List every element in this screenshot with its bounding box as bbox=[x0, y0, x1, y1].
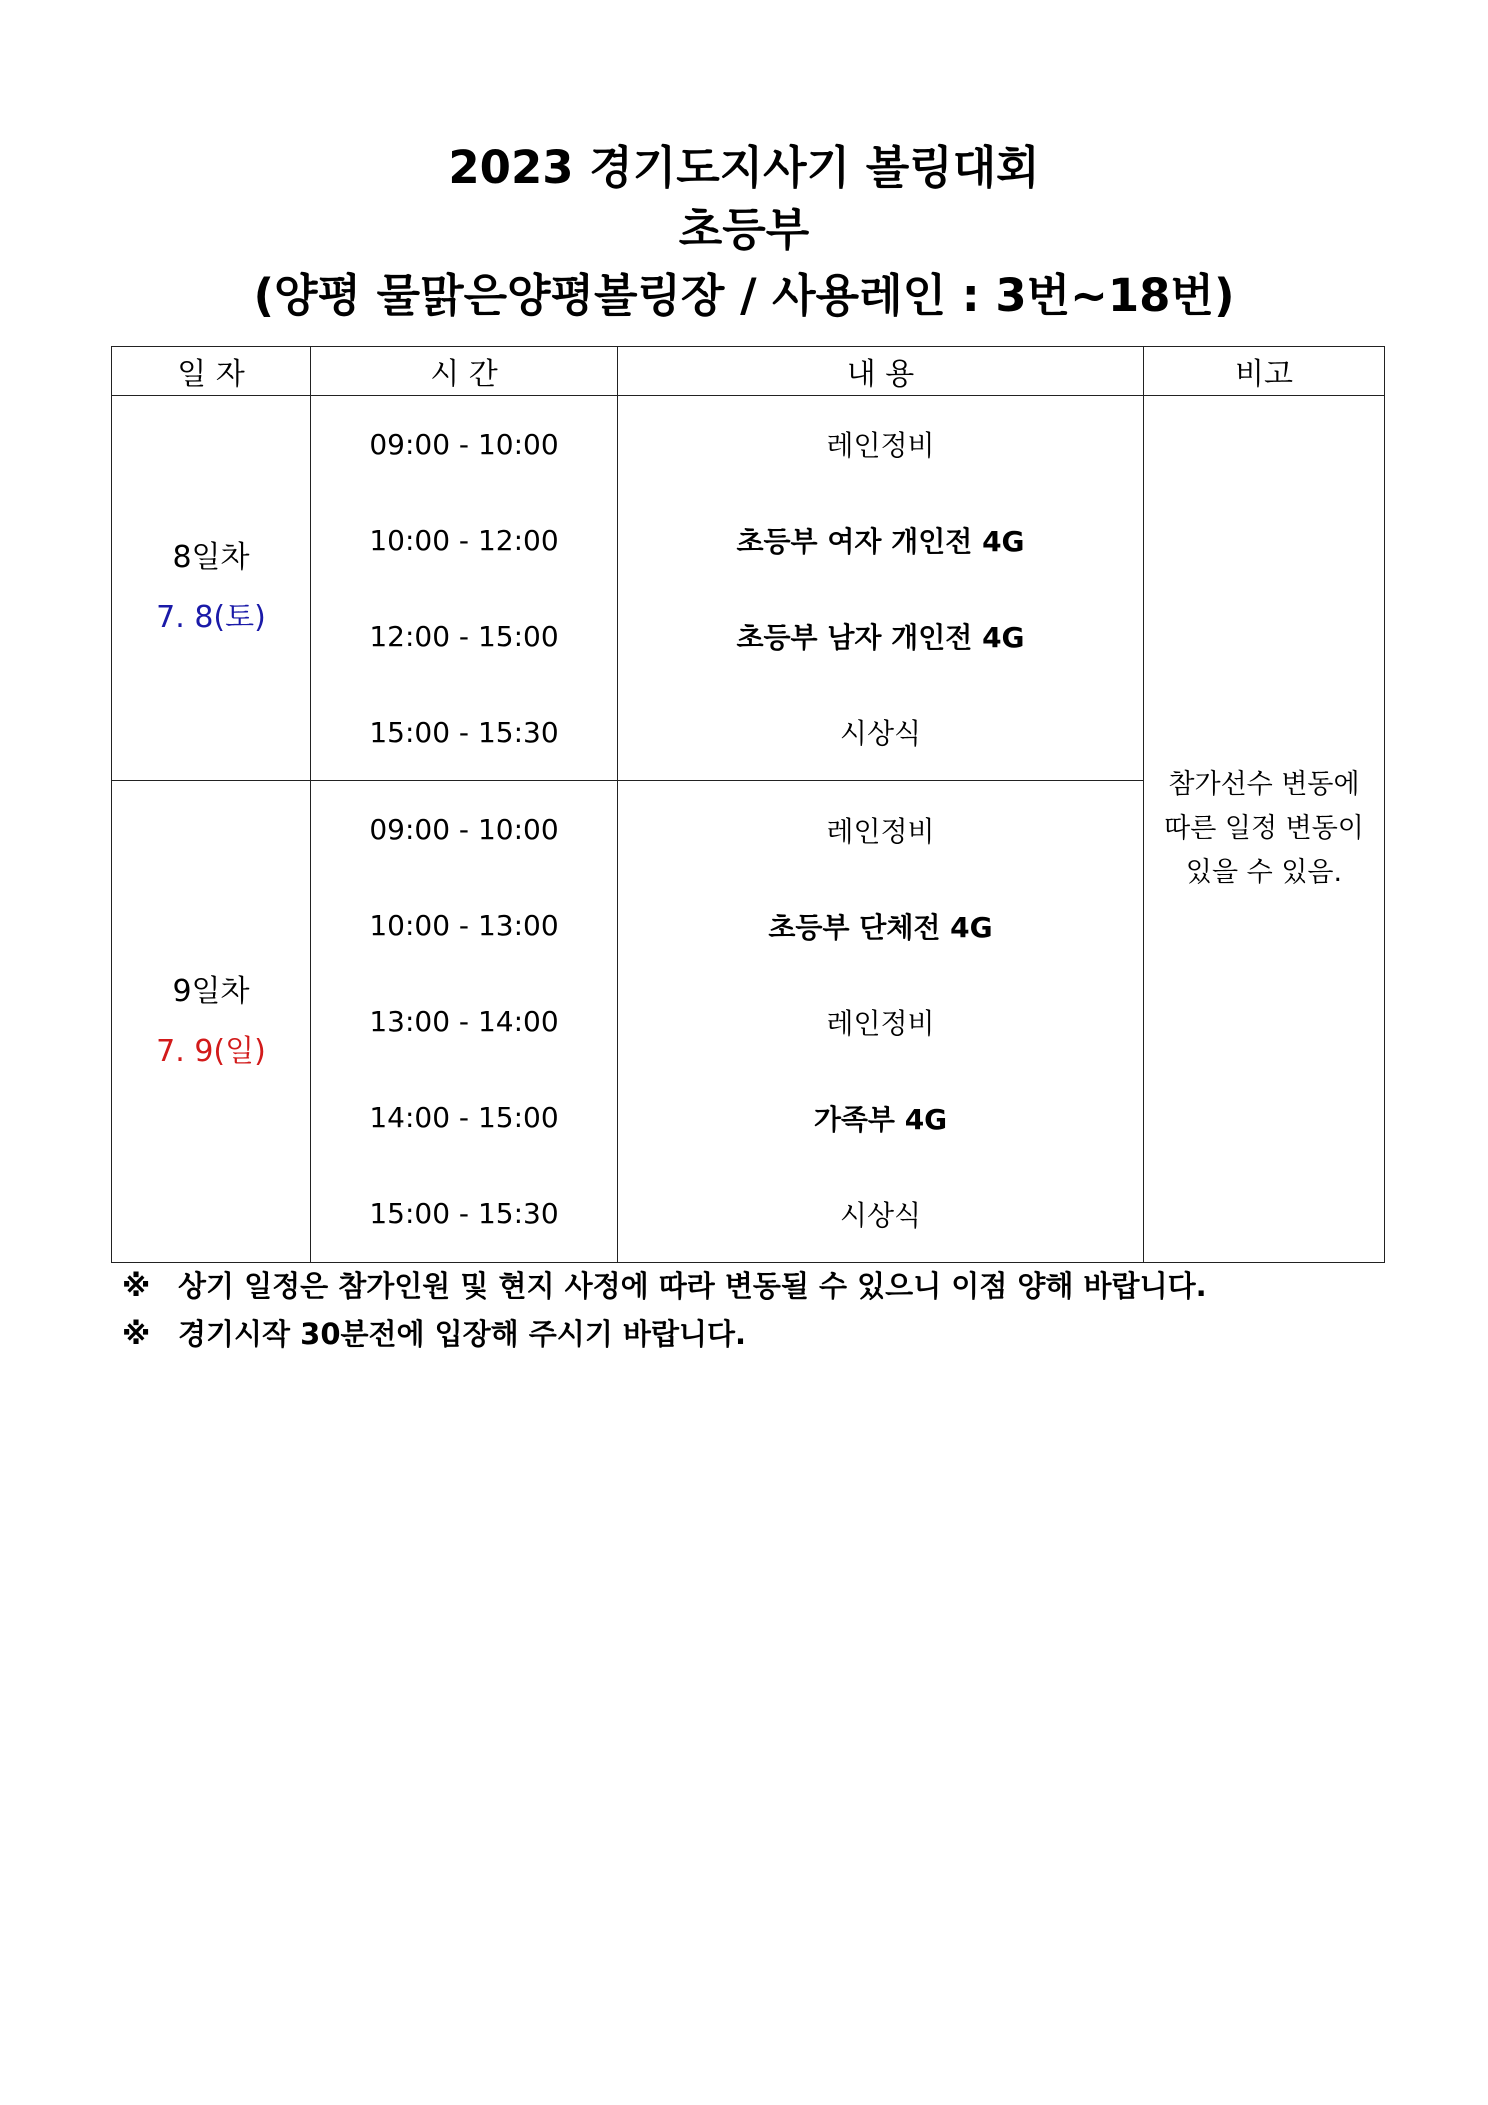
footnote bbox=[122, 1310, 1207, 1358]
day-label: 9일차 bbox=[172, 973, 250, 1009]
event-item: 초등부 남자 개인전 4G bbox=[736, 621, 1025, 654]
event-item: 레인정비 bbox=[826, 429, 935, 462]
venue-subtitle: (양평 물맑은양평볼링장 / 사용레인 : 3번~18번) bbox=[253, 269, 1235, 322]
content-cell-8 bbox=[618, 396, 1144, 781]
column-header-content: 내 용 bbox=[618, 347, 1144, 396]
event-item: 레인정비 bbox=[826, 814, 935, 848]
time-slot: 12:00 - 15:00 bbox=[369, 619, 559, 653]
column-header-time: 시 간 bbox=[311, 347, 618, 396]
event-item: 시상식 bbox=[839, 1198, 922, 1232]
content-cell-9 bbox=[618, 781, 1144, 1263]
time-slot: 10:00 - 12:00 bbox=[369, 523, 559, 557]
column-header-remarks: 비고 bbox=[1144, 347, 1385, 396]
reference-mark: ※ bbox=[122, 1269, 151, 1303]
division-title: 초등부 bbox=[678, 203, 810, 256]
time-slot: 10:00 - 13:00 bbox=[369, 909, 559, 942]
time-slot: 15:00 - 15:30 bbox=[369, 1197, 559, 1230]
footnote-text: 경기시작 30분전에 입장해 주시기 바랍니다. bbox=[178, 1317, 746, 1351]
day-cell-8 bbox=[112, 396, 311, 781]
remarks-line: 참가선수 변동에 bbox=[1168, 769, 1360, 800]
footnote-text: 상기 일정은 참가인원 및 현지 사정에 따라 변동될 수 있으니 이점 양해 바랍니다. bbox=[178, 1269, 1207, 1303]
time-slot: 09:00 - 10:00 bbox=[369, 813, 559, 846]
day-row-8 bbox=[112, 396, 1385, 781]
column-header-date: 일 자 bbox=[112, 347, 311, 396]
table-header-row bbox=[112, 347, 1385, 396]
day-label: 8일차 bbox=[172, 540, 250, 575]
day-date: 7. 8(토) bbox=[156, 600, 266, 635]
time-slot: 15:00 - 15:30 bbox=[369, 715, 559, 749]
remarks-line: 따른 일정 변동이 bbox=[1164, 813, 1364, 844]
remarks-line: 있을 수 있음. bbox=[1185, 857, 1343, 888]
remarks-cell bbox=[1144, 396, 1385, 1263]
event-item: 초등부 여자 개인전 4G bbox=[736, 525, 1025, 558]
event-item: 시상식 bbox=[839, 717, 922, 750]
day-cell-9 bbox=[112, 781, 311, 1263]
time-slot: 13:00 - 14:00 bbox=[369, 1005, 559, 1038]
schedule-table bbox=[111, 346, 1385, 1263]
day-date: 7. 9(일) bbox=[156, 1033, 266, 1069]
time-slot: 14:00 - 15:00 bbox=[369, 1101, 559, 1134]
time-cell-8 bbox=[311, 396, 618, 781]
event-item: 초등부 단체전 4G bbox=[768, 910, 993, 944]
event-item: 레인정비 bbox=[826, 1006, 935, 1040]
page-title: 2023 경기도지사기 볼링대회 bbox=[448, 141, 1040, 194]
reference-mark: ※ bbox=[122, 1317, 151, 1351]
time-cell-9 bbox=[311, 781, 618, 1263]
event-item: 가족부 4G bbox=[813, 1102, 948, 1136]
footnote bbox=[122, 1262, 1207, 1310]
footnotes bbox=[122, 1262, 1207, 1358]
time-slot: 09:00 - 10:00 bbox=[369, 427, 559, 461]
